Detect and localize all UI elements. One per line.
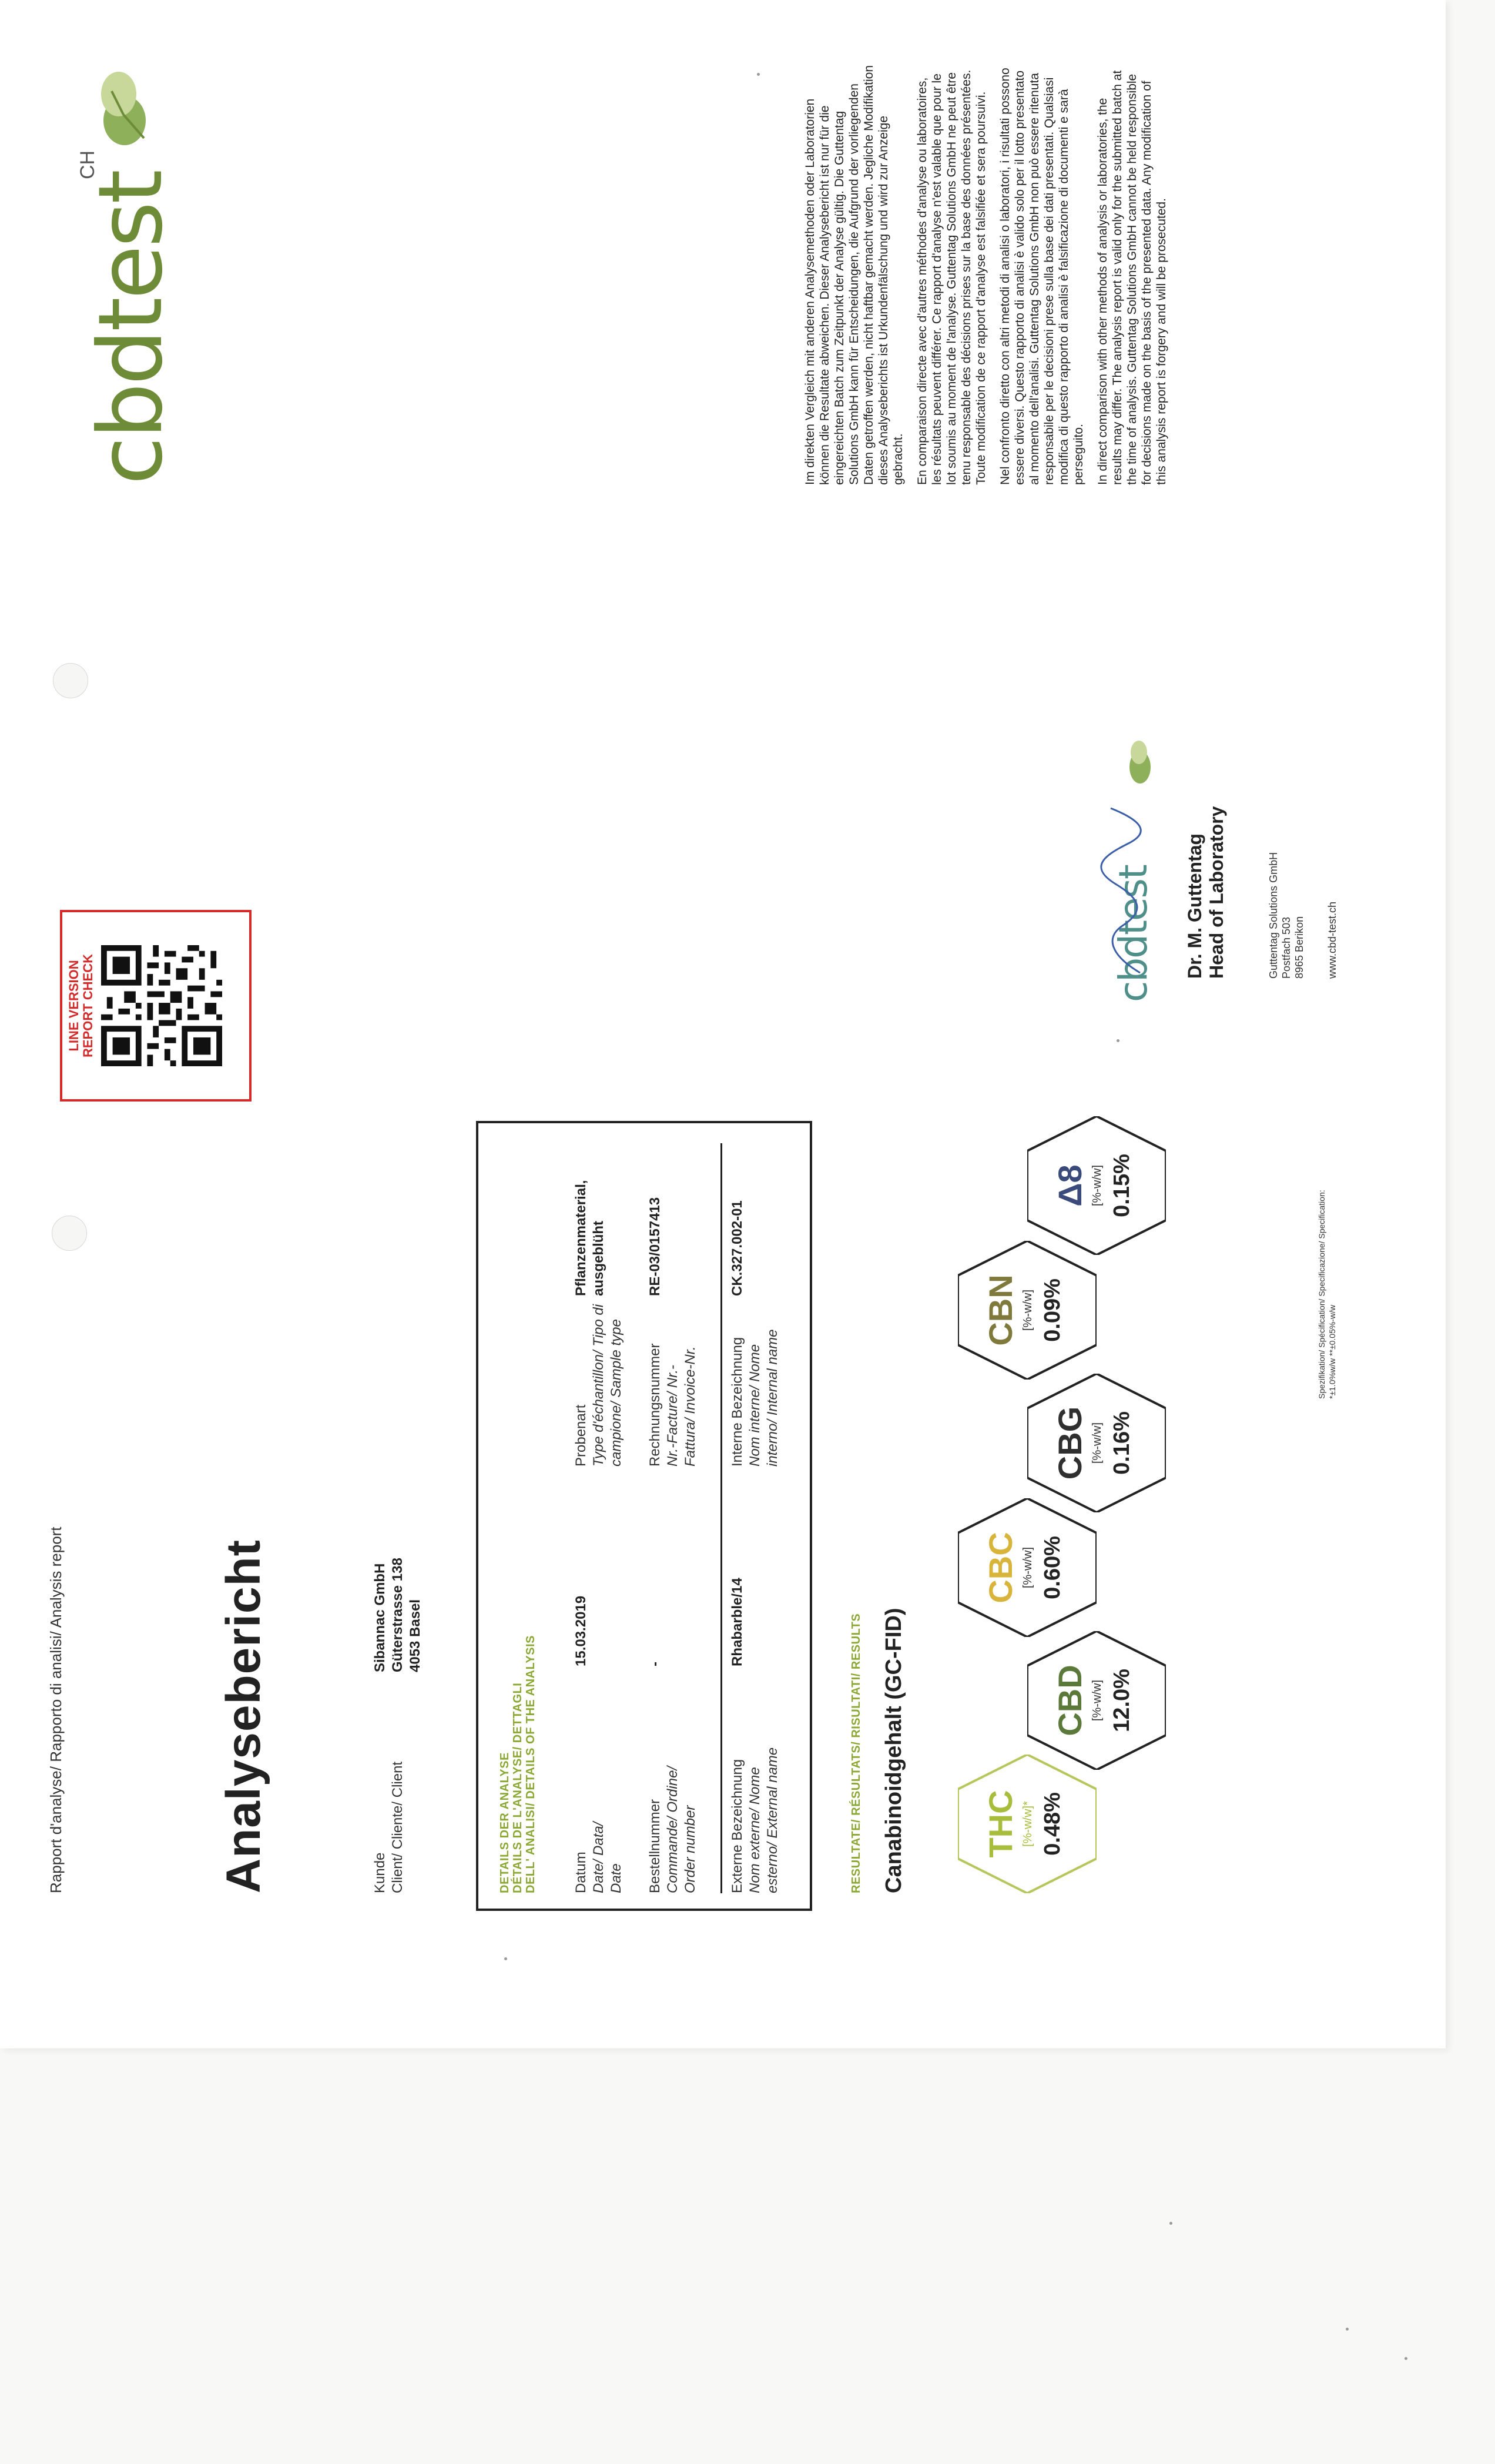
cannabinoid-name: CBC <box>982 1532 1019 1603</box>
client-address <box>371 1558 424 1672</box>
cannabinoid-unit: [%-w/w] <box>1091 1165 1104 1206</box>
cannabinoid-badge-cbd <box>1027 1631 1166 1770</box>
leaf-icon <box>88 68 159 150</box>
cannabinoid-value: 12.0% <box>1109 1669 1134 1732</box>
internal-name-value: CK.327.002-01 <box>729 1200 745 1296</box>
date-value: 15.03.2019 <box>573 1595 589 1666</box>
cannabinoid-unit: [%-w/w]* <box>1021 1801 1034 1847</box>
qr-line2: REPORT CHECK <box>81 954 95 1058</box>
client-street: Güterstrasse 138 <box>390 1558 405 1672</box>
page-title: Analysebericht <box>217 1539 270 1893</box>
signatory-name: Dr. M. Guttentag <box>1184 833 1205 979</box>
sample-type-label: Probenart Type d'échantillon/ Tipo di campione/ Sample type <box>573 1304 624 1467</box>
cannabinoid-value: 0.15% <box>1109 1154 1134 1217</box>
report-type-line: Rapport d'analyse/ Rapporto di analisi/ Analysis report <box>47 1526 65 1893</box>
company-website[interactable]: www.cbd-test.ch <box>1326 901 1338 979</box>
client-block <box>371 1762 407 1893</box>
disclaimer-block <box>803 62 1169 485</box>
details-heading-en: DELL' ANALISI/ DETAILS OF THE ANALYSIS <box>524 1635 537 1893</box>
qr-report-check[interactable] <box>60 910 252 1102</box>
cannabinoid-unit: [%-w/w] <box>1091 1680 1104 1721</box>
cannabinoid-name: CBN <box>982 1274 1019 1346</box>
cannabinoid-unit: [%-w/w] <box>1091 1422 1104 1464</box>
cannabinoid-name: Δ8 <box>1051 1164 1088 1207</box>
invoice-number-label: Rechnungsnummer Nr.-Facture/ Nr.- Fattura/ Invoice-Nr. <box>647 1343 698 1467</box>
cannabinoid-badge-delta8 <box>1027 1116 1166 1255</box>
signatory-role: Head of Laboratory <box>1206 806 1227 979</box>
details-divider <box>720 1143 722 1893</box>
cannabinoid-badge-cbc <box>958 1498 1097 1637</box>
client-city: 4053 Basel <box>407 1599 423 1672</box>
disclaimer-en: In direct comparison with other methods of analysis or laboratories, the results may differ. The analysis report is valid only for the submitted batch at the time of analysis. Guttentag Solutions GmbH cannot be held responsible for decisions made on the basis of the presented data. Any modification of this analysis report is forgery and will be prosecuted. <box>1096 70 1168 485</box>
cannabinoid-name: CBD <box>1051 1665 1088 1736</box>
internal-name-label: Interne Bezeichnung Nom interne/ Nome interno/ Internal name <box>729 1329 780 1467</box>
order-number-label: Bestellnummer Commande/ Ordine/ Order number <box>647 1766 698 1893</box>
results-heading: RESULTATE/ RÉSULTATS/ RISULTATI/ RESULTS <box>850 1613 863 1893</box>
handwritten-signature <box>1099 802 1152 979</box>
cannabinoid-badge-thc <box>958 1755 1097 1893</box>
signature-logo <box>1111 720 1181 1002</box>
external-name-value: Rhabarble/14 <box>729 1578 745 1666</box>
details-heading-de: DETAILS DER ANALYSE <box>498 1752 511 1893</box>
cannabinoid-value: 0.16% <box>1109 1411 1134 1475</box>
client-label: Kunde <box>372 1852 388 1893</box>
cannabinoid-badge-cbn <box>958 1241 1097 1380</box>
small-logo-text: cbdtest <box>1111 865 1156 1002</box>
client-label-multi: Client/ Cliente/ Client <box>390 1761 405 1893</box>
qr-code-icon <box>101 945 222 1066</box>
cannabinoid-value: 0.09% <box>1040 1278 1065 1342</box>
sample-type-value: Pflanzenmaterial, ausgeblüht <box>573 1180 606 1296</box>
order-number-value: - <box>647 1662 663 1666</box>
speck <box>1405 2357 1407 2360</box>
company-pobox: Postfach 503 <box>1281 916 1292 979</box>
company-address <box>1267 852 1306 979</box>
method-title: Canabinoidgehalt (GC-FID) <box>881 1608 906 1893</box>
company-city: 8965 Berikon <box>1293 916 1305 979</box>
leaf-icon <box>1122 738 1158 785</box>
company-name: Guttentag Solutions GmbH <box>1268 852 1279 979</box>
qr-line1: LINE VERSION <box>66 960 81 1052</box>
cannabinoid-name: CBG <box>1051 1406 1088 1480</box>
disclaimer-fr: En comparaison directe avec d'autres méthodes d'analyse ou laboratoires, les résultats peuvent différer. Ce rapport d'analyse n'est valable que pour le lot soumis au moment de l'analyse. Guttentag Solutions GmbH ne peut être tenu responsable des décisions prises sur la base des données présentées. Toute modification de ce rapport d'analyse est falsifiée et sera poursuivi. <box>916 69 988 485</box>
disclaimer-it: Nel confronto diretto con altri metodi di analisi o laboratori, i risultati possono essere diversi. Questo rapporto di analisi è valido solo per il lotto presentato al momento dell'analisi. Guttentag Solutions GmbH non può essere ritenuta responsabile per le decisioni prese sulla base dei dati presentati. Qualsiasi modifica di questo rapporto di analisi è falsificazione di documenti e sarà perseguito. <box>998 68 1085 485</box>
invoice-number-value: RE-03/0157413 <box>647 1197 663 1296</box>
speck <box>1346 2328 1349 2331</box>
cannabinoid-value: 0.60% <box>1040 1536 1065 1599</box>
cannabinoid-unit: [%-w/w] <box>1021 1547 1034 1588</box>
details-heading <box>498 1635 537 1893</box>
cannabinoid-badge-cbg <box>1027 1374 1166 1512</box>
brand-logo <box>76 109 186 485</box>
date-label: Datum Date/ Data/ Date <box>573 1822 624 1893</box>
cannabinoid-value: 0.48% <box>1040 1792 1065 1856</box>
cannabinoid-unit: [%-w/w] <box>1021 1290 1034 1331</box>
specification-note: Spezifikation/ Spécification/ Specificazione/ Specification: *±1.0%w/w **±0.05%-w/w <box>1317 1190 1337 1399</box>
cannabinoid-name: THC <box>982 1790 1019 1858</box>
speck <box>1169 2222 1172 2225</box>
disclaimer-de: Im direkten Vergleich mit anderen Analysemethoden oder Laboratorien können die Resultate abweichen. Dieser Analysebericht ist nur für die eingereichten Batch zum Zeitpunkt der Analyse gültig. Die Guttentag Solutions GmbH kann für Entscheidungen, die Aufgrund der vorliegenden Daten getroffen werden, nicht haftbar gemacht werden. Jegliche Modifikation dieses Analyseberichts ist Urkundenfälschung und wird zur Anzeige gebracht. <box>803 65 905 485</box>
details-heading-fr: DÉTAILS DE L'ANALYSE/ DETTAGLI <box>511 1682 524 1893</box>
logo-text: cbdtest <box>80 172 182 485</box>
external-name-label: Externe Bezeichnung Nom externe/ Nome esterno/ External name <box>729 1747 780 1893</box>
logo-country: CH <box>76 150 99 179</box>
client-name: Sibannac GmbH <box>372 1563 388 1672</box>
